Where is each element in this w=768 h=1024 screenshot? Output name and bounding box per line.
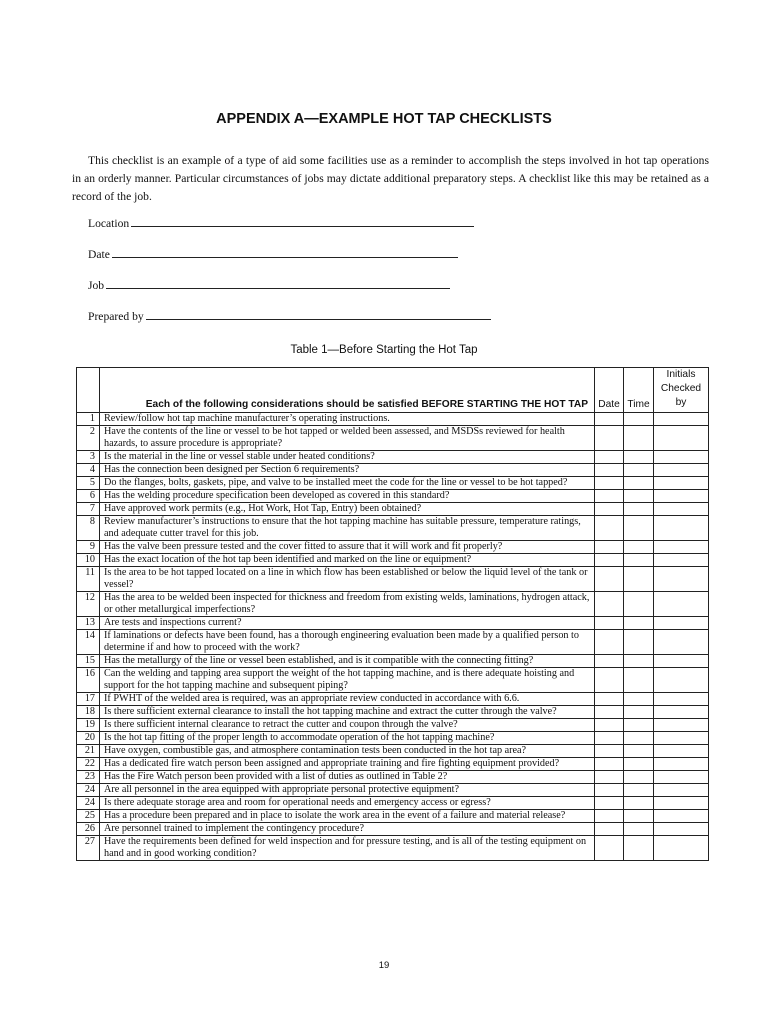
- initials-cell[interactable]: [654, 745, 709, 758]
- row-question: Review manufacturer’s instructions to ensure that the hot tapping machine has suitable pressure, temperature ratings, and adequate cutter travel for this job.: [100, 516, 595, 541]
- location-field: [88, 215, 474, 230]
- initials-cell[interactable]: [654, 758, 709, 771]
- date-cell[interactable]: [595, 464, 624, 477]
- time-cell[interactable]: [624, 554, 654, 567]
- time-cell[interactable]: [624, 758, 654, 771]
- row-question: Have the contents of the line or vessel to be hot tapped or welded been assessed, and MSDSs reviewed for health hazards, to assure procedure is appropriate?: [100, 426, 595, 451]
- date-cell[interactable]: [595, 732, 624, 745]
- time-cell[interactable]: [624, 503, 654, 516]
- date-cell[interactable]: [595, 630, 624, 655]
- table-row: [77, 784, 709, 797]
- row-number: 25: [77, 810, 100, 823]
- prepared-by-field: [88, 308, 491, 323]
- row-number: 24: [77, 784, 100, 797]
- table-row: [77, 745, 709, 758]
- row-number: 4: [77, 464, 100, 477]
- table-row: [77, 630, 709, 655]
- row-number: 19: [77, 719, 100, 732]
- date-cell[interactable]: [595, 797, 624, 810]
- date-cell[interactable]: [595, 477, 624, 490]
- date-cell[interactable]: [595, 541, 624, 554]
- initials-cell[interactable]: [654, 719, 709, 732]
- initials-cell[interactable]: [654, 490, 709, 503]
- initials-cell[interactable]: [654, 797, 709, 810]
- page-heading: APPENDIX A—EXAMPLE HOT TAP CHECKLISTS: [216, 111, 552, 127]
- initials-cell[interactable]: [654, 732, 709, 745]
- row-question: Can the welding and tapping area support the weight of the hot tapping machine, and is there adequate hoisting and support for the hot tapping machine and subsequent piping?: [100, 668, 595, 693]
- initials-cell[interactable]: [654, 668, 709, 693]
- header-initials-line1: Initials: [666, 369, 696, 380]
- table-row: [77, 567, 709, 592]
- time-cell[interactable]: [624, 810, 654, 823]
- initials-cell[interactable]: [654, 617, 709, 630]
- date-cell[interactable]: [595, 668, 624, 693]
- row-number: 1: [77, 413, 100, 426]
- date-cell[interactable]: [595, 706, 624, 719]
- time-cell[interactable]: [624, 464, 654, 477]
- row-number: 7: [77, 503, 100, 516]
- row-question: Are personnel trained to implement the contingency procedure?: [100, 823, 595, 836]
- header-considerations: Each of the following considerations should be satisfied BEFORE STARTING THE HOT TAP: [100, 368, 595, 413]
- time-cell[interactable]: [624, 490, 654, 503]
- table-row: [77, 426, 709, 451]
- row-question: Are tests and inspections current?: [100, 617, 595, 630]
- prepared-by-label: Prepared by: [88, 310, 144, 323]
- time-cell[interactable]: [624, 413, 654, 426]
- row-number: 17: [77, 693, 100, 706]
- row-number: 10: [77, 554, 100, 567]
- time-cell[interactable]: [624, 668, 654, 693]
- time-cell[interactable]: [624, 426, 654, 451]
- initials-cell[interactable]: [654, 655, 709, 668]
- table-row: [77, 668, 709, 693]
- prepared-by-blank[interactable]: [146, 308, 491, 320]
- table-row: [77, 810, 709, 823]
- row-question: Has the Fire Watch person been provided with a list of duties as outlined in Table 2?: [100, 771, 595, 784]
- row-number: 26: [77, 823, 100, 836]
- date-cell[interactable]: [595, 413, 624, 426]
- row-question: Has the exact location of the hot tap been identified and marked on the line or equipment?: [100, 554, 595, 567]
- date-field: [88, 246, 458, 261]
- header-initials-line2: Checked: [660, 383, 702, 394]
- header-date: Date: [595, 368, 624, 413]
- header-initials: [654, 368, 709, 413]
- date-cell[interactable]: [595, 617, 624, 630]
- time-cell[interactable]: [624, 617, 654, 630]
- row-number: 24: [77, 797, 100, 810]
- table-row: [77, 541, 709, 554]
- table-row: [77, 503, 709, 516]
- time-cell[interactable]: [624, 592, 654, 617]
- table-row: [77, 693, 709, 706]
- row-number: 5: [77, 477, 100, 490]
- row-question: Has the metallurgy of the line or vessel been established, and is it compatible with the connecting fitting?: [100, 655, 595, 668]
- row-question: Has the connection been designed per Section 6 requirements?: [100, 464, 595, 477]
- job-blank[interactable]: [106, 277, 450, 289]
- initials-cell[interactable]: [654, 823, 709, 836]
- time-cell[interactable]: [624, 693, 654, 706]
- row-question: If laminations or defects have been found, has a thorough engineering evaluation been made by a qualified person to determine if and how to proceed with the work?: [100, 630, 595, 655]
- date-cell[interactable]: [595, 771, 624, 784]
- time-cell[interactable]: [624, 630, 654, 655]
- table-row: [77, 758, 709, 771]
- row-question: Are all personnel in the area equipped with appropriate personal protective equipment?: [100, 784, 595, 797]
- row-question: Is the material in the line or vessel stable under heated conditions?: [100, 451, 595, 464]
- row-question: Have approved work permits (e.g., Hot Work, Hot Tap, Entry) been obtained?: [100, 503, 595, 516]
- row-number: 3: [77, 451, 100, 464]
- table-row: [77, 706, 709, 719]
- header-num: [77, 368, 100, 413]
- row-number: 22: [77, 758, 100, 771]
- row-number: 13: [77, 617, 100, 630]
- row-question: Is the hot tap fitting of the proper length to accommodate operation of the hot tapping machine?: [100, 732, 595, 745]
- initials-cell[interactable]: [654, 426, 709, 451]
- time-cell[interactable]: [624, 706, 654, 719]
- table-row: [77, 732, 709, 745]
- table-row: [77, 477, 709, 490]
- date-cell[interactable]: [595, 554, 624, 567]
- date-cell[interactable]: [595, 592, 624, 617]
- date-cell[interactable]: [595, 693, 624, 706]
- table-row: [77, 719, 709, 732]
- initials-cell[interactable]: [654, 413, 709, 426]
- page-number: 19: [378, 960, 390, 971]
- row-question: Has the area to be welded been inspected for thickness and freedom from existing welds, laminations, hydrogen attack, or other metallurgical imperfections?: [100, 592, 595, 617]
- time-cell[interactable]: [624, 745, 654, 758]
- initials-cell[interactable]: [654, 541, 709, 554]
- table-row: [77, 836, 709, 861]
- time-cell[interactable]: [624, 771, 654, 784]
- table-row: [77, 655, 709, 668]
- initials-cell[interactable]: [654, 516, 709, 541]
- table-row: [77, 516, 709, 541]
- row-number: 11: [77, 567, 100, 592]
- row-number: 20: [77, 732, 100, 745]
- table-row: [77, 797, 709, 810]
- table-row: [77, 554, 709, 567]
- date-cell[interactable]: [595, 810, 624, 823]
- date-cell[interactable]: [595, 784, 624, 797]
- initials-cell[interactable]: [654, 451, 709, 464]
- date-cell[interactable]: [595, 490, 624, 503]
- initials-cell[interactable]: [654, 464, 709, 477]
- time-cell[interactable]: [624, 655, 654, 668]
- initials-cell[interactable]: [654, 477, 709, 490]
- row-question: Have oxygen, combustible gas, and atmosphere contamination tests been conducted in the hot tap area?: [100, 745, 595, 758]
- row-question: Have the requirements been defined for weld inspection and for pressure testing, and is all of the testing equipment on hand and in good working condition?: [100, 836, 595, 861]
- date-cell[interactable]: [595, 719, 624, 732]
- intro-paragraph: This checklist is an example of a type of aid some facilities use as a reminder to accomplish the steps involved in hot tap operations in an orderly manner. Particular circumstances of jobs may dictate additional preparatory steps. A checklist like this may be retained as a record of the job.: [72, 154, 709, 203]
- date-cell[interactable]: [595, 567, 624, 592]
- row-number: 8: [77, 516, 100, 541]
- date-cell[interactable]: [595, 451, 624, 464]
- initials-cell[interactable]: [654, 630, 709, 655]
- row-question: Is there sufficient external clearance to install the hot tapping machine and extract the cutter through the valve?: [100, 706, 595, 719]
- row-question: If PWHT of the welded area is required, was an appropriate review conducted in accordance with 6.6.: [100, 693, 595, 706]
- date-blank[interactable]: [112, 246, 458, 258]
- table-row: [77, 592, 709, 617]
- row-question: Is there sufficient internal clearance to retract the cutter and coupon through the valve?: [100, 719, 595, 732]
- time-cell[interactable]: [624, 567, 654, 592]
- time-cell[interactable]: [624, 477, 654, 490]
- row-number: 16: [77, 668, 100, 693]
- date-cell[interactable]: [595, 516, 624, 541]
- time-cell[interactable]: [624, 732, 654, 745]
- row-number: 9: [77, 541, 100, 554]
- job-label: Job: [88, 279, 105, 292]
- location-blank[interactable]: [131, 215, 474, 227]
- time-cell[interactable]: [624, 719, 654, 732]
- initials-cell[interactable]: [654, 810, 709, 823]
- date-cell[interactable]: [595, 655, 624, 668]
- row-question: Do the flanges, bolts, gaskets, pipe, and valve to be installed meet the code for the line or vessel to be hot tapped?: [100, 477, 595, 490]
- job-field: [88, 277, 450, 292]
- time-cell[interactable]: [624, 516, 654, 541]
- time-cell[interactable]: [624, 784, 654, 797]
- row-question: Review/follow hot tap machine manufacturer’s operating instructions.: [100, 413, 595, 426]
- time-cell[interactable]: [624, 836, 654, 861]
- row-number: 2: [77, 426, 100, 451]
- date-cell[interactable]: [595, 745, 624, 758]
- table-row: [77, 617, 709, 630]
- table-header-row: [77, 368, 709, 413]
- row-number: 27: [77, 836, 100, 861]
- initials-cell[interactable]: [654, 706, 709, 719]
- table-row: [77, 771, 709, 784]
- time-cell[interactable]: [624, 823, 654, 836]
- table-caption: Table 1—Before Starting the Hot Tap: [290, 344, 478, 356]
- time-cell[interactable]: [624, 797, 654, 810]
- initials-cell[interactable]: [654, 784, 709, 797]
- row-question: Has the welding procedure specification been developed as covered in this standard?: [100, 490, 595, 503]
- initials-cell[interactable]: [654, 836, 709, 861]
- table-row: [77, 413, 709, 426]
- initials-cell[interactable]: [654, 771, 709, 784]
- checklist-table: [76, 367, 709, 861]
- row-question: Has a dedicated fire watch person been assigned and appropriate training and fire fighting equipment provided?: [100, 758, 595, 771]
- table-row: [77, 490, 709, 503]
- row-number: 23: [77, 771, 100, 784]
- time-cell[interactable]: [624, 541, 654, 554]
- time-cell[interactable]: [624, 451, 654, 464]
- row-number: 21: [77, 745, 100, 758]
- row-question: Is there adequate storage area and room for operational needs and emergency access or egress?: [100, 797, 595, 810]
- row-number: 12: [77, 592, 100, 617]
- initials-cell[interactable]: [654, 554, 709, 567]
- initials-cell[interactable]: [654, 503, 709, 516]
- date-cell[interactable]: [595, 836, 624, 861]
- header-time: Time: [624, 368, 654, 413]
- table-row: [77, 451, 709, 464]
- table-row: [77, 464, 709, 477]
- row-number: 6: [77, 490, 100, 503]
- date-cell[interactable]: [595, 758, 624, 771]
- row-question: Has the valve been pressure tested and the cover fitted to assure that it will work and fit properly?: [100, 541, 595, 554]
- initials-cell[interactable]: [654, 693, 709, 706]
- row-question: Is the area to be hot tapped located on a line in which flow has been established or below the liquid level of the tank or vessel?: [100, 567, 595, 592]
- initials-cell[interactable]: [654, 592, 709, 617]
- location-label: Location: [88, 217, 130, 230]
- header-initials-line3: by: [675, 397, 687, 408]
- row-number: 14: [77, 630, 100, 655]
- row-number: 18: [77, 706, 100, 719]
- row-number: 15: [77, 655, 100, 668]
- table-row: [77, 823, 709, 836]
- date-cell[interactable]: [595, 503, 624, 516]
- initials-cell[interactable]: [654, 567, 709, 592]
- date-cell[interactable]: [595, 426, 624, 451]
- date-cell[interactable]: [595, 823, 624, 836]
- row-question: Has a procedure been prepared and in place to isolate the work area in the event of a failure and material release?: [100, 810, 595, 823]
- date-label: Date: [88, 248, 110, 261]
